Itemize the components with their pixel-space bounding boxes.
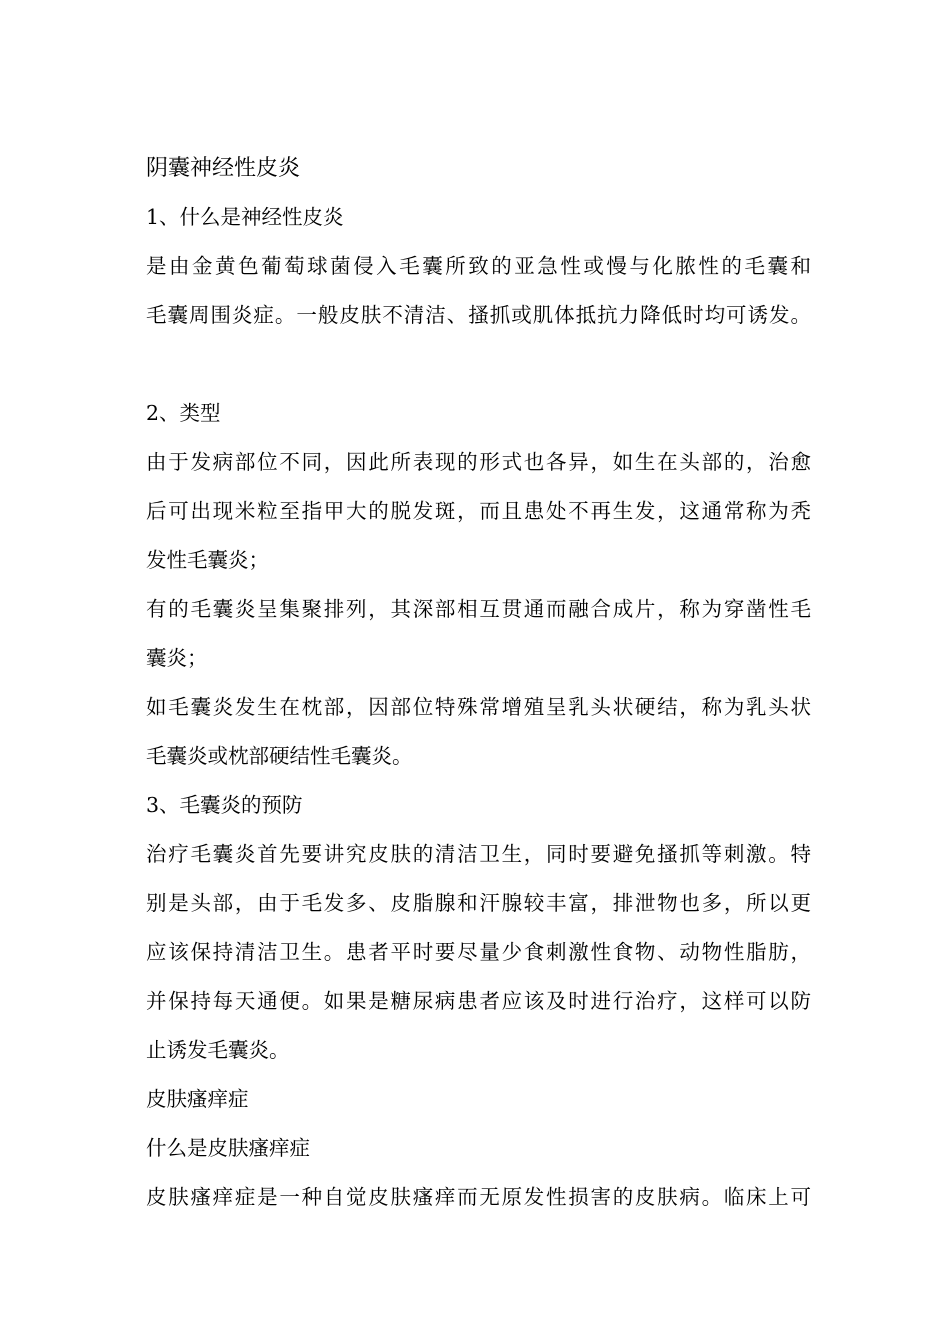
section-heading-4: 皮肤瘙痒症: [146, 1087, 249, 1111]
paragraph-line: 毛囊周围炎症。一般皮肤不清洁、搔抓或肌体抵抗力降低时均可诱发。: [146, 303, 811, 327]
blank-line: [146, 340, 811, 389]
document-title: 阴囊神经性皮炎: [146, 156, 301, 181]
paragraph-line: 并保持每天通便。如果是糖尿病患者应该及时进行治疗，这样可以防: [146, 989, 811, 1013]
section-heading-3: 3、毛囊炎的预防: [146, 793, 303, 817]
paragraph-line: 如毛囊炎发生在枕部，因部位特殊常增殖呈乳头状硬结，称为乳头状: [146, 695, 811, 719]
section-heading-2: 2、类型: [146, 401, 221, 425]
paragraph-line: 发性毛囊炎；: [146, 548, 269, 572]
paragraph-line: 囊炎；: [146, 646, 208, 670]
paragraph-line: 毛囊炎或枕部硬结性毛囊炎。: [146, 744, 413, 768]
paragraph-line: 别是头部，由于毛发多、皮脂腺和汗腺较丰富，排泄物也多，所以更: [146, 891, 811, 915]
document-body: [146, 144, 811, 1222]
paragraph-line: 应该保持清洁卫生。患者平时要尽量少食刺激性食物、动物性脂肪，: [146, 940, 811, 964]
paragraph-line: 皮肤瘙痒症是一种自觉皮肤瘙痒而无原发性损害的皮肤病。临床上可: [146, 1185, 811, 1209]
paragraph-line: 后可出现米粒至指甲大的脱发斑，而且患处不再生发，这通常称为秃: [146, 499, 811, 523]
subsection-heading: 什么是皮肤瘙痒症: [146, 1136, 310, 1160]
paragraph-line: 是由金黄色葡萄球菌侵入毛囊所致的亚急性或慢与化脓性的毛囊和: [146, 254, 811, 278]
paragraph-line: 有的毛囊炎呈集聚排列，其深部相互贯通而融合成片，称为穿凿性毛: [146, 597, 811, 621]
paragraph-line: 治疗毛囊炎首先要讲究皮肤的清洁卫生，同时要避免搔抓等刺激。特: [146, 842, 811, 866]
section-heading-1: 1、什么是神经性皮炎: [146, 205, 344, 229]
paragraph-line: 止诱发毛囊炎。: [146, 1038, 290, 1062]
paragraph-line: 由于发病部位不同，因此所表现的形式也各异，如生在头部的，治愈: [146, 450, 811, 474]
